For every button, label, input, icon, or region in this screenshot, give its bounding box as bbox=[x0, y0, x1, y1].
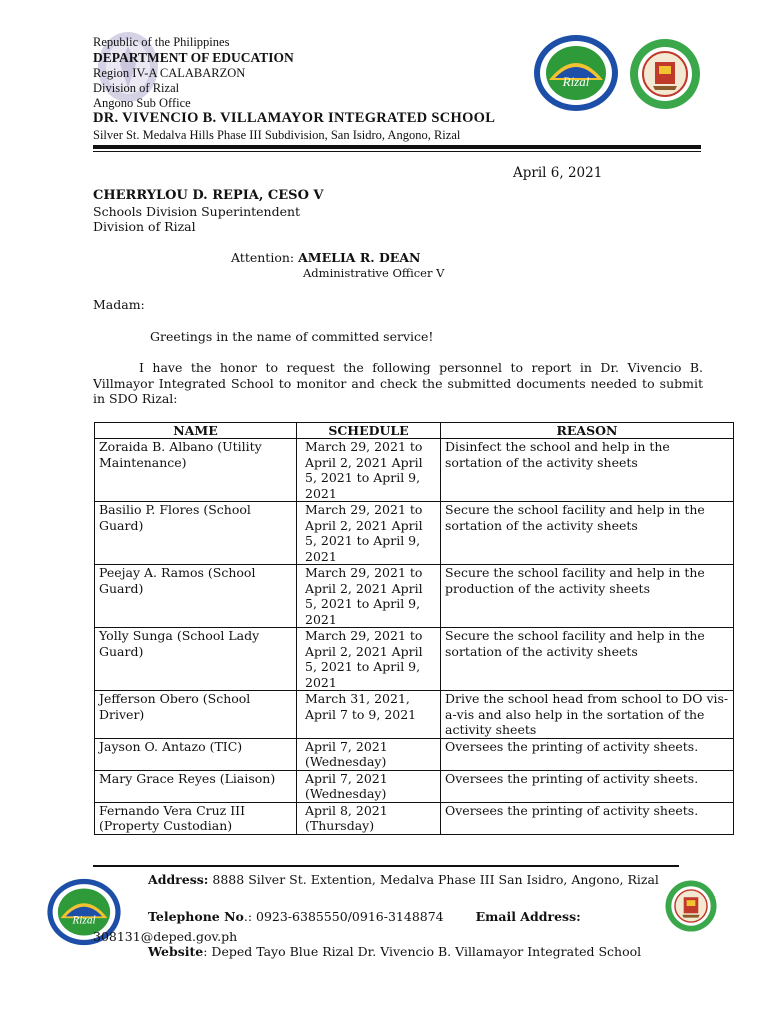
row-schedule: April 7, 2021 (Wednesday) bbox=[297, 738, 441, 770]
rizal-seal-text: Rizal bbox=[562, 74, 590, 89]
header-republic: Republic of the Philippines bbox=[93, 35, 230, 49]
footer-divider bbox=[93, 865, 679, 867]
letter-date: April 6, 2021 bbox=[513, 165, 603, 181]
school-name: DR. VIVENCIO B. VILLAMAYOR INTEGRATED SCHOOL bbox=[93, 110, 496, 126]
header-sub-office: Angono Sub Office bbox=[93, 96, 191, 110]
header-name: NAME bbox=[95, 423, 297, 439]
rizal-division-seal-logo bbox=[533, 34, 619, 112]
table-row bbox=[95, 565, 734, 628]
row-name: Jayson O. Antazo (TIC) bbox=[95, 738, 297, 770]
footer-contact bbox=[93, 907, 668, 947]
footer-address bbox=[93, 870, 668, 890]
row-name: Zoraida B. Albano (Utility Maintenance) bbox=[95, 439, 297, 502]
attention-name: AMELIA R. DEAN bbox=[298, 250, 421, 265]
attention-label: Attention: bbox=[231, 250, 295, 265]
row-name: Basilio P. Flores (School Guard) bbox=[95, 502, 297, 565]
header-division: Division of Rizal bbox=[93, 81, 180, 95]
school-logo bbox=[628, 34, 702, 114]
row-reason: Disinfect the school and help in the sortation of the activity sheets bbox=[441, 439, 734, 502]
recipient-name: CHERRYLOU D. REPIA, CESO V bbox=[93, 188, 324, 203]
header-divider-thick bbox=[93, 145, 701, 149]
row-schedule: April 7, 2021 (Wednesday) bbox=[297, 770, 441, 802]
recipient-title: Schools Division Superintendent bbox=[93, 204, 301, 219]
footer-address-value: 8888 Silver St. Extention, Medalva Phase III San Isidro, Angono, Rizal bbox=[212, 872, 659, 887]
greeting: Greetings in the name of committed service! bbox=[150, 329, 434, 344]
header-divider-thin bbox=[93, 151, 701, 152]
row-schedule: March 29, 2021 to April 2, 2021 April 5, 2021 to April 9, 2021 bbox=[297, 628, 441, 691]
footer-email-value[interactable]: 308131@deped.gov.ph bbox=[93, 929, 238, 944]
row-name: Peejay A. Ramos (School Guard) bbox=[95, 565, 297, 628]
row-schedule: April 8, 2021 (Thursday) bbox=[297, 802, 441, 834]
attention-title: Administrative Officer V bbox=[303, 266, 445, 280]
row-name: Jefferson Obero (School Driver) bbox=[95, 691, 297, 739]
footer-website-label: Website bbox=[148, 944, 204, 959]
table-row bbox=[95, 628, 734, 691]
footer-website bbox=[93, 942, 668, 962]
table-row bbox=[95, 691, 734, 739]
row-reason: Oversees the printing of activity sheets. bbox=[441, 802, 734, 834]
row-schedule: March 31, 2021, April 7 to 9, 2021 bbox=[297, 691, 441, 739]
row-reason: Secure the school facility and help in the sortation of the activity sheets bbox=[441, 628, 734, 691]
header-schedule: SCHEDULE bbox=[297, 423, 441, 439]
salutation: Madam: bbox=[93, 297, 145, 312]
header-department: DEPARTMENT OF EDUCATION bbox=[93, 50, 294, 65]
table-header-row bbox=[95, 423, 734, 439]
table-row bbox=[95, 802, 734, 834]
footer-email-label: Email Address: bbox=[475, 909, 581, 924]
row-reason: Oversees the printing of activity sheets. bbox=[441, 738, 734, 770]
header-reason: REASON bbox=[441, 423, 734, 439]
school-address: Silver St. Medalva Hills Phase III Subdivision, San Isidro, Angono, Rizal bbox=[93, 128, 461, 142]
row-schedule: March 29, 2021 to April 2, 2021 April 5, 2021 to April 9, 2021 bbox=[297, 439, 441, 502]
footer-telephone-value: .: 0923-6385550/0916-3148874 bbox=[243, 909, 444, 924]
table-row bbox=[95, 502, 734, 565]
footer-rizal-seal-text: Rizal bbox=[72, 914, 96, 927]
footer-website-value[interactable]: : Deped Tayo Blue Rizal Dr. Vivencio B. Villamayor Integrated School bbox=[203, 944, 642, 959]
row-reason: Secure the school facility and help in the sortation of the activity sheets bbox=[441, 502, 734, 565]
recipient-office: Division of Rizal bbox=[93, 219, 196, 234]
row-name: Yolly Sunga (School Lady Guard) bbox=[95, 628, 297, 691]
row-schedule: March 29, 2021 to April 2, 2021 April 5, 2021 to April 9, 2021 bbox=[297, 502, 441, 565]
table-row bbox=[95, 439, 734, 502]
footer-address-label: Address: bbox=[148, 872, 209, 887]
row-reason: Oversees the printing of activity sheets. bbox=[441, 770, 734, 802]
attention-line bbox=[231, 250, 420, 266]
table-row bbox=[95, 770, 734, 802]
header-region: Region IV-A CALABARZON bbox=[93, 66, 246, 80]
letter-body: I have the honor to request the following personnel to report in Dr. Vivencio B. Villmayor Integrated School to monitor and check the submitted documents needed to submit in SDO Rizal: bbox=[93, 360, 703, 406]
row-reason: Drive the school head from school to DO vis-a-vis and also help in the sortation of the activity sheets bbox=[441, 691, 734, 739]
row-name: Fernando Vera Cruz III (Property Custodian) bbox=[95, 802, 297, 834]
row-name: Mary Grace Reyes (Liaison) bbox=[95, 770, 297, 802]
personnel-schedule-table bbox=[94, 422, 734, 835]
row-reason: Secure the school facility and help in the production of the activity sheets bbox=[441, 565, 734, 628]
table-row bbox=[95, 738, 734, 770]
footer-telephone-label: Telephone No bbox=[148, 909, 244, 924]
footer-school-logo bbox=[664, 876, 718, 936]
row-schedule: March 29, 2021 to April 2, 2021 April 5, 2021 to April 9, 2021 bbox=[297, 565, 441, 628]
